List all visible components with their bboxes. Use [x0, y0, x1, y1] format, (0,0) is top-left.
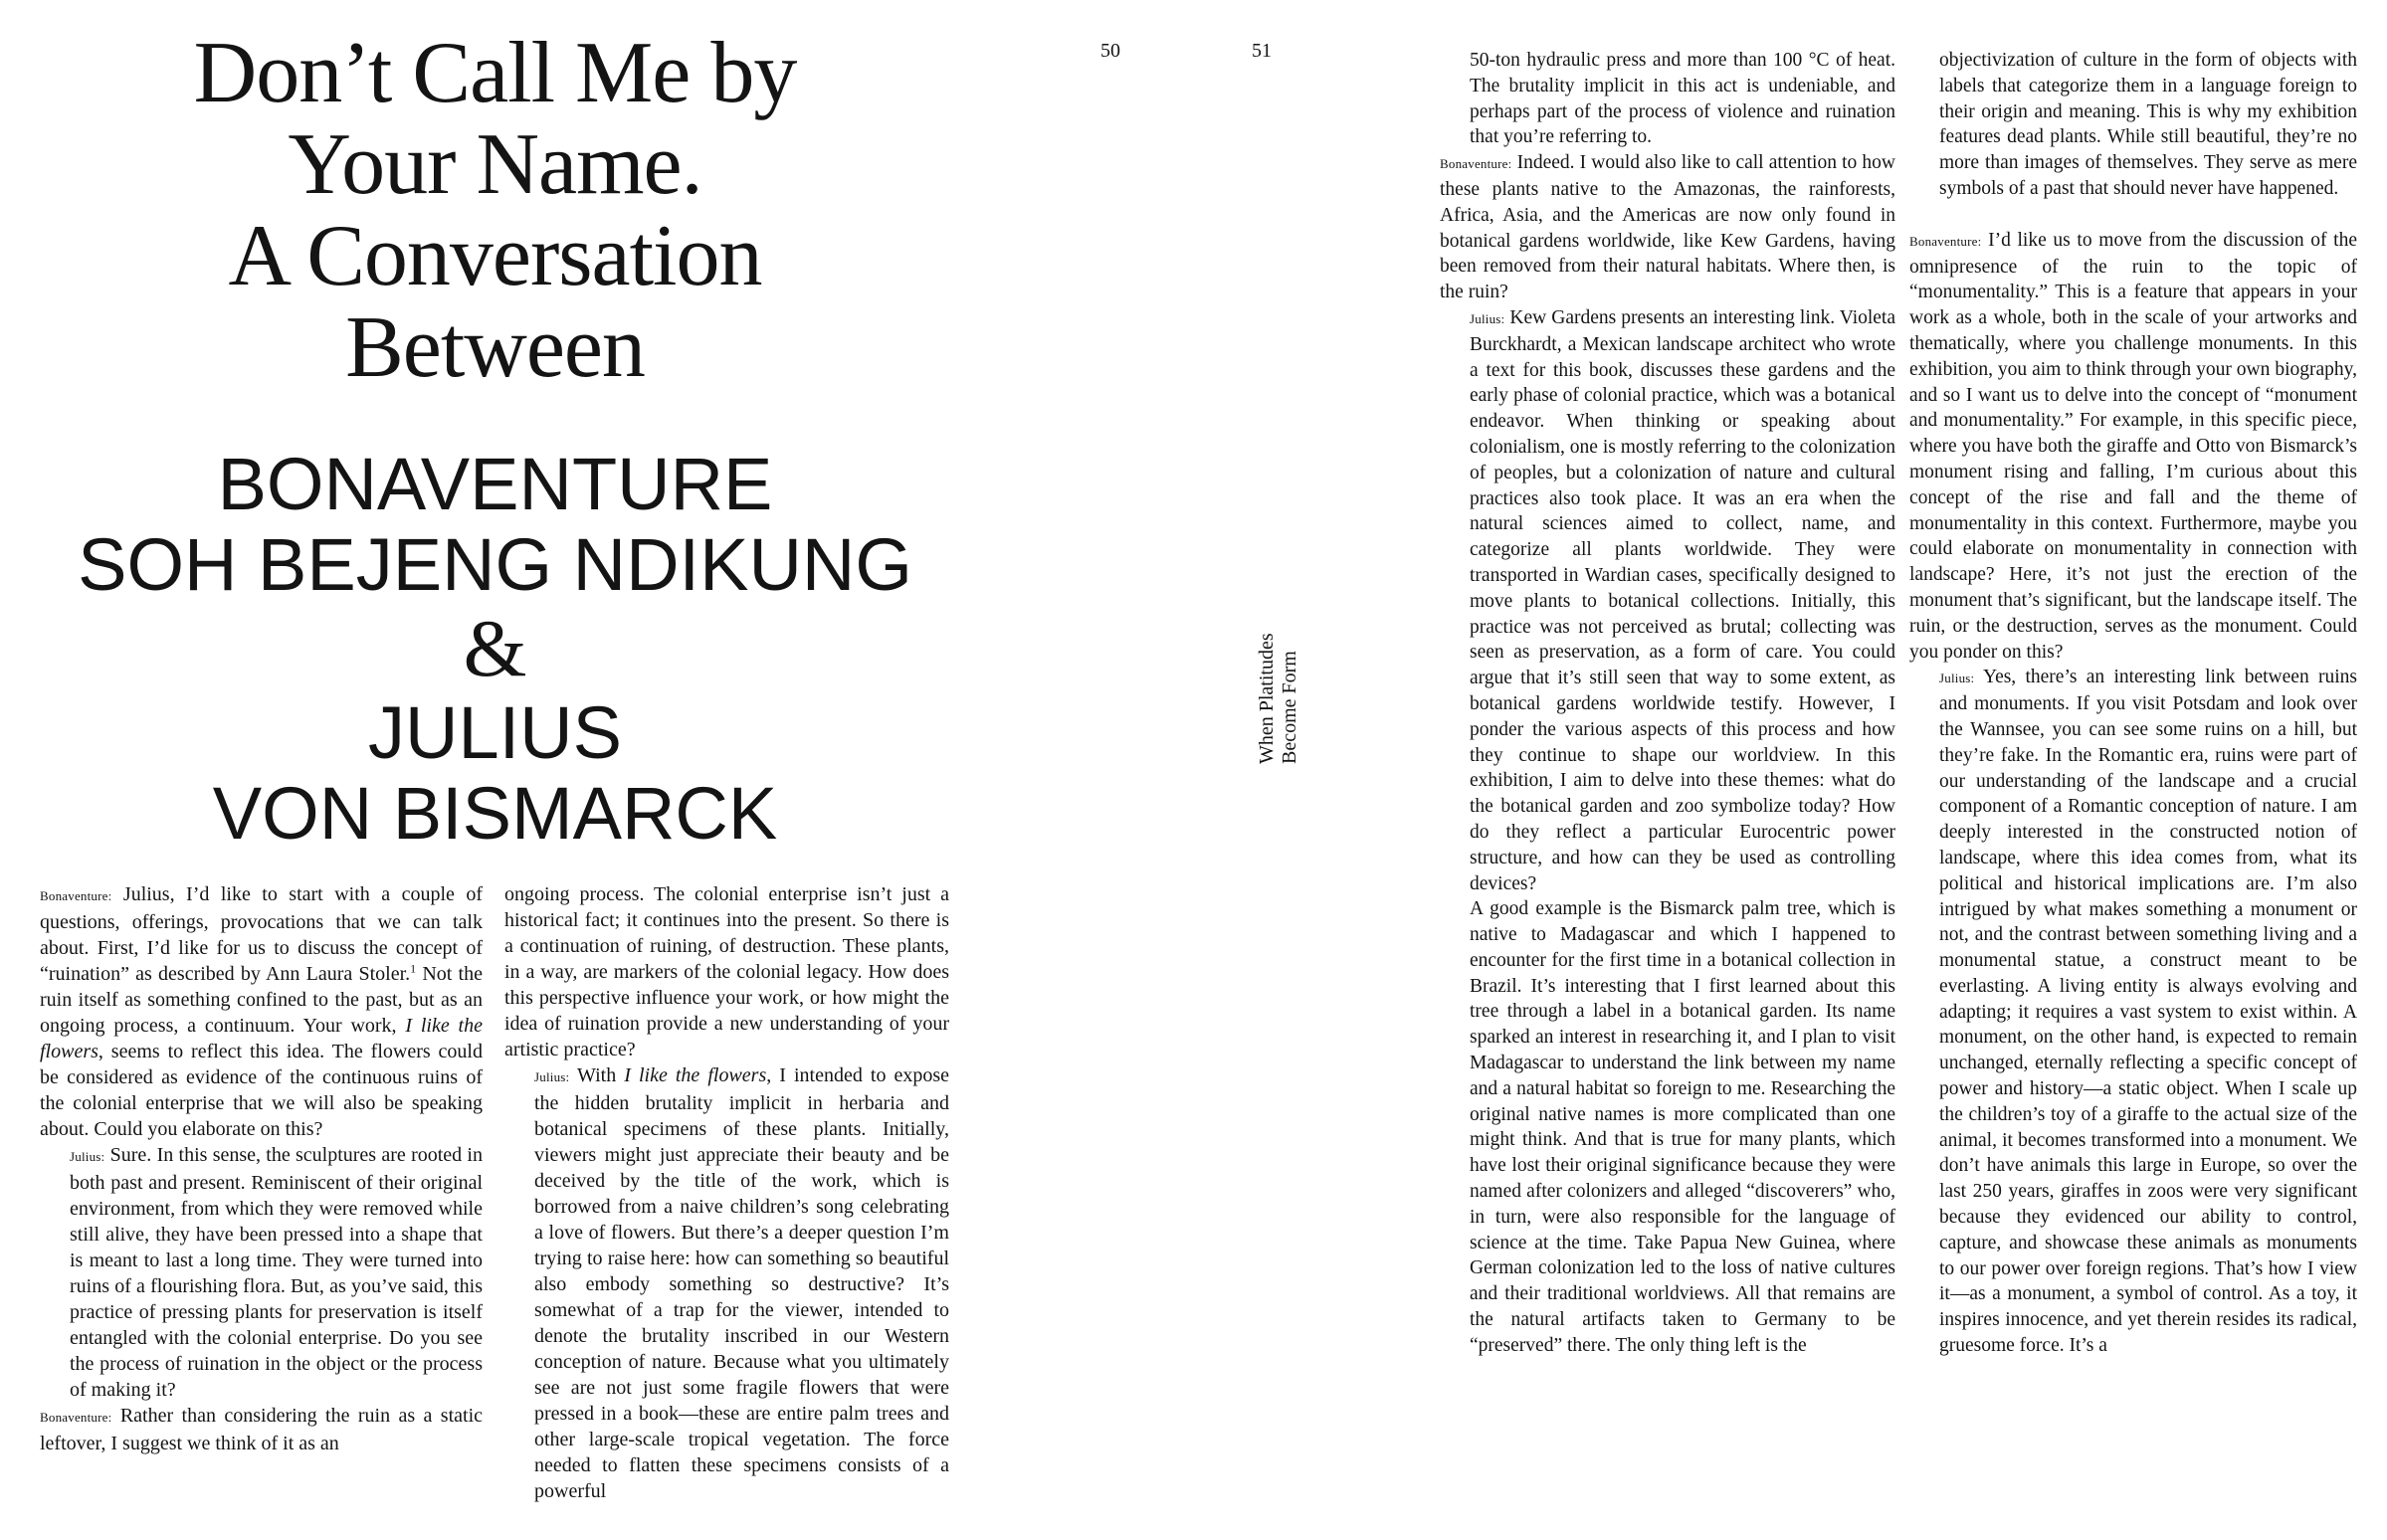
article-title-block	[45, 25, 945, 855]
text-segment: Sure. In this sense, the sculptures are rooted in both past and present. Reminiscent of their original environment, from which they were removed while still alive, they have been pressed into a shape that is meant to last a long time. They were turned into ruins of a flourishing flora. But, as you’ve said, this practice of pressing plants for preservation is itself entangled with the colonial enterprise. Do you see the process of ruination in the object or the process of making it?	[70, 1144, 483, 1401]
dialogue-paragraph	[70, 1142, 483, 1403]
text-segment: Yes, there’s an interesting link between ruins and monuments. If you visit Potsdam and look over the Wannsee, you can see some ruins on a hill, but they’re fake. In the Romantic era, ruins were part of our understanding of the landscape and a crucial component of a Romantic conception of nature. I am deeply interested in the constructed notion of landscape, where this idea comes from, what its political and historical implications are. I’m also intrigued by what makes something a monument or not, and the contrast between something living and a monumental statue, a construct meant to be everlasting. A living entity is always evolving and adapting; it requires a vast system to exist within. A monument, on the other hand, is expected to remain unchanged, eternally reflecting a specific concept of power and history—a static object. When I scale up the children’s toy of a giraffe to the actual size of the animal, it becomes transformed into a monument. We don’t have animals this large in Europe, so over the last 250 years, giraffes in zoos were very significant because they evidenced our ability to control, capture, and showcase these animals as monuments to our power over foreign regions. That’s how I view it—as a monument, a symbol of control. As a toy, it inspires innocence, and yet therein resides its radical, gruesome force. It’s a	[1939, 667, 2357, 1357]
text-segment: I’d like us to move from the discussion of the omnipresence of the ruin to the topic of “monumentality.” This is a feature that appears in your work as a whole, both in the scale of your artworks and thematically, where you challenge monuments. In this exhibition, you aim to think through your own biography, and so I want us to delve into the concept of “monument and monumentality.” For example, in this specific piece, where you have both the giraffe and Otto von Bismarck’s monument rising and falling, I’m curious about this concept of the rise and fall and the theme of monumentality in this context. Furthermore, maybe you could elaborate on monumentality in connection with landscape? Here, it’s not just the erection of the monument that’s significant, but the landscape itself. The ruin, or the destruction, serves as the monument. Could you ponder on this?	[1909, 229, 2357, 663]
dialogue-paragraph	[1939, 48, 2357, 202]
text-segment: 50-ton hydraulic press and more than 100 °C of heat. The brutality implicit in this act is undeniable, and perhaps part of the process of violence and ruination that you’re referring to.	[1470, 50, 1895, 148]
speaker-label: Bonaventure:	[1440, 156, 1512, 172]
speaker-name-line: JULIUS	[368, 691, 622, 774]
text-column	[40, 881, 483, 1530]
text-segment: Rather than considering the ruin as a static leftover, I suggest we think of it as an	[40, 1405, 483, 1454]
speaker-name-line: VON BISMARCK	[212, 772, 778, 855]
running-title-line: When Platitudes	[1256, 633, 1278, 764]
dialogue-paragraph	[1470, 305, 1895, 896]
title-serif	[45, 25, 945, 396]
artwork-title: I like the flowers	[624, 1064, 767, 1086]
text-segment: With	[577, 1064, 625, 1086]
title-line: A Conversation	[228, 208, 762, 304]
text-segment: Kew Gardens presents an interesting link. Violeta Burckhardt, a Mexican landscape architect who wrote a text for this book, discusses these gardens and the early phase of colonial practice, which was a botanical endeavor. When thinking or speaking about colonialism, one is mostly referring to the colonization of peoples, but a colonization of nature and cultural practices also took place. It was an era when the natural sciences aimed to collect, name, and categorize all plants worldwide. They were transported in Wardian cases, specifically designed to move plants to botanical collections. Initially, this practice was not perceived as brutal; collecting was seen as preservation, as a form of care. You could argue that it’s still seen that way to some extent, as botanical gardens worldwide testify. However, I ponder the various aspects of this process and how they continue to shape our worldview. In this exhibition, I aim to delve into these themes: what do the botanical garden and zoo symbolize today? How do they reflect a particular Eurocentric power structure, and how can they be used as controlling devices?	[1470, 306, 1895, 894]
speaker-label: Bonaventure:	[40, 1410, 112, 1425]
title-line: Don’t Call Me by	[193, 25, 797, 121]
dialogue-paragraph	[1470, 896, 1895, 1358]
text-segment: ongoing process. The colonial enterprise isn’t just a historical fact; it continues into the present. So there is a continuation of ruining, of destruction. These plants, in a way, are markers of the colonial legacy. How does this perspective influence your work, or how might the idea of ruination provide a new understanding of your artistic practice?	[504, 883, 949, 1060]
dialogue-paragraph	[40, 881, 483, 1142]
page-number-left: 50	[1100, 40, 1120, 62]
title-line: Between	[345, 299, 645, 396]
speaker-label: Julius:	[1939, 671, 1975, 686]
page-number-right: 51	[1252, 40, 1272, 62]
text-column	[1909, 48, 2357, 1535]
speaker-label: Julius:	[1470, 310, 1505, 326]
speaker-label: Bonaventure:	[1909, 233, 1982, 249]
speaker-label: Julius:	[70, 1149, 105, 1164]
speaker-name-line: BONAVENTURE	[217, 443, 773, 525]
dialogue-paragraph	[1939, 665, 2357, 1359]
text-segment: Julius, I’d like to start with a couple of questions, offerings, provocations that we can talk about. First, I’d like for us to discuss the concept of “ruination” as described by Ann Laura Stoler.	[40, 883, 483, 985]
speaker-name-line: SOH BEJENG NDIKUNG	[78, 523, 912, 606]
text-segment: , seems to reflect this idea. The flowers could be considered as evidence of the continuous ruins of the colonial enterprise that we will also be speaking about. Could you elaborate on this?	[40, 1041, 483, 1140]
title-names	[45, 444, 945, 854]
dialogue-paragraph	[1440, 150, 1895, 305]
text-column	[1440, 48, 1895, 1535]
dialogue-paragraph	[1470, 48, 1895, 150]
text-segment: Indeed. I would also like to call attention to how these plants native to the Amazonas, the rainforests, Africa, Asia, and the Americas are now only found in botanical gardens worldwide, like Kew Gardens, having been removed from their natural habitats. Where then, is the ruin?	[1440, 152, 1895, 303]
dialogue-paragraph	[40, 1403, 483, 1456]
running-title-vertical	[1256, 633, 1301, 764]
ampersand: &	[463, 603, 527, 693]
speaker-label: Julius:	[534, 1069, 570, 1084]
dialogue-paragraph	[534, 1062, 949, 1504]
artwork-title: I like the flowers	[40, 1015, 483, 1062]
text-segment: , I intended to expose the hidden brutality implicit in herbaria and botanical specimens of these plants. Initially, viewers might just appreciate their beauty and be deceived by the title of the work, which is borrowed from a naive children’s song celebrating a love of flowers. But there’s a deeper question I’m trying to raise here: how can something so beautiful also embody something so destructive? It’s somewhat of a trap for the viewer, intended to denote the brutality inscribed in our Western conception of nature. Because what you ultimately see are not just some fragile flowers that were pressed in a book—these are entire palm trees and other large-scale tropical vegetation. The force needed to flatten these specimens consists of a powerful	[534, 1064, 949, 1502]
speaker-label: Bonaventure:	[40, 888, 112, 903]
dialogue-paragraph	[1909, 228, 2357, 666]
footnote-ref: 1	[410, 961, 417, 976]
text-segment: objectivization of culture in the form of objects with labels that categorize them in a language foreign to their origin and meaning. This is why my exhibition features dead plants. While still beautiful, they’re no more than images of themselves. They serve as mere symbols of a past that should never have happened.	[1939, 50, 2357, 199]
title-line: Your Name.	[288, 116, 702, 213]
text-column	[504, 881, 949, 1530]
text-segment: Not the ruin itself as something confined to the past, but as an ongoing process, a continuum. Your work,	[40, 963, 483, 1037]
dialogue-paragraph	[504, 881, 949, 1062]
running-title-line: Become Form	[1279, 651, 1300, 764]
text-segment: A good example is the Bismarck palm tree, which is native to Madagascar and which I happened to encounter for the first time in a botanical collection in Brazil. It’s interesting that I first learned about this tree through a label in a botanical garden. Its name sparked an interest in researching it, and I plan to visit Madagascar to understand the link between my name and a natural habitat so foreign to me. Researching the original native names is more complicated than one might think. And that is true for many plants, which have lost their original significance because they were named after colonizers and alleged “discoverers” who, in turn, were also responsible for the language of science at the time. Take Papua New Guinea, where German colonization led to the loss of native cultures and their traditional worldviews. All that remains are the natural artifacts taken to Germany to be “preserved” there. The only thing left is the	[1470, 898, 1895, 1356]
